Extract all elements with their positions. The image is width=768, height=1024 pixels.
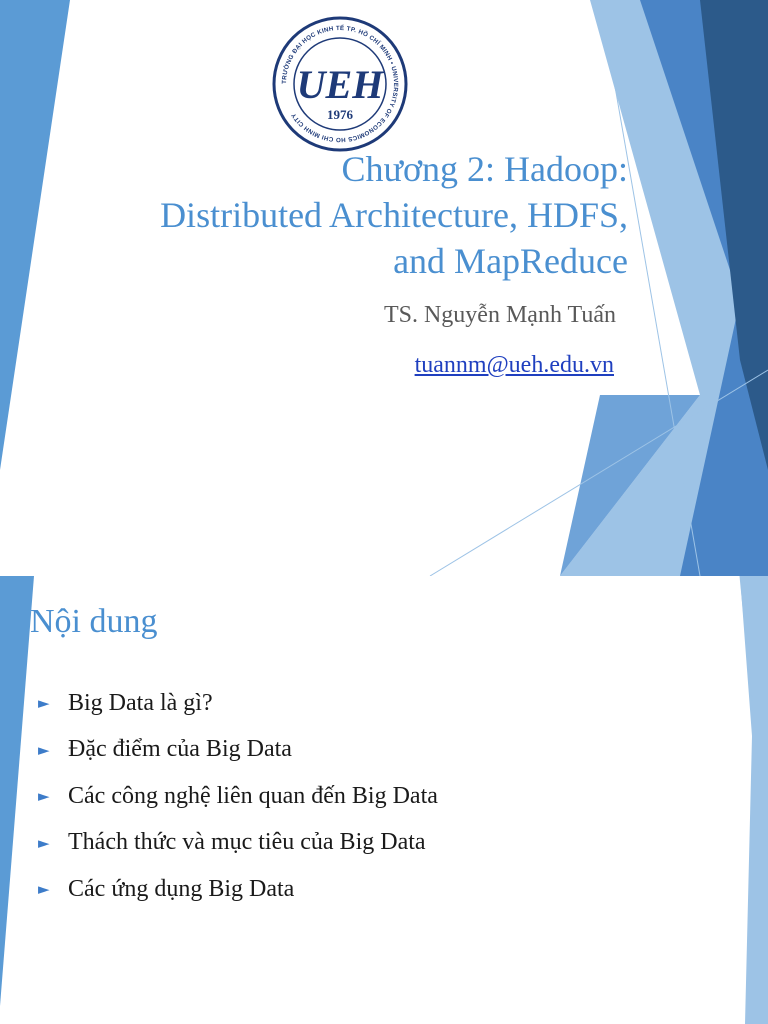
triangle-right-icon: ► xyxy=(38,694,50,713)
title-line-3: and MapReduce xyxy=(393,241,628,281)
logo-year: 1976 xyxy=(327,107,353,122)
title-line-2: Distributed Architecture, HDFS, xyxy=(160,195,628,235)
contents-list xyxy=(38,680,438,913)
list-item-label: Đặc điểm của Big Data xyxy=(68,736,292,763)
university-logo xyxy=(272,16,408,152)
triangle-right-icon: ► xyxy=(38,740,50,759)
list-item xyxy=(38,866,438,913)
contents-heading: Nội dung xyxy=(30,603,158,640)
list-item-label: Các ứng dụng Big Data xyxy=(68,875,295,902)
right-accent-shape-2 xyxy=(740,576,768,1024)
list-item-label: Các công nghệ liên quan đến Big Data xyxy=(68,782,438,809)
logo-ring-text: TRƯỜNG ĐẠI HỌC KINH TẾ TP. HỒ CHÍ MINH • UNIVERSITY OF ECONOMICS HO CHI MINH CITY xyxy=(280,24,400,144)
triangle-right-icon: ► xyxy=(38,880,50,899)
author-email-link[interactable]: tuannm@ueh.edu.vn xyxy=(414,352,614,378)
contents-slide xyxy=(0,576,768,1024)
logo-graphic xyxy=(272,16,408,152)
title-line-1: Chương 2: Hadoop: xyxy=(341,149,628,189)
triangle-right-icon: ► xyxy=(38,833,50,852)
author-name: TS. Nguyễn Mạnh Tuấn xyxy=(383,302,616,328)
list-item xyxy=(38,820,438,867)
logo-monogram: UEH xyxy=(296,62,384,107)
list-item-label: Big Data là gì? xyxy=(68,689,213,716)
triangle-right-icon: ► xyxy=(38,787,50,806)
list-item xyxy=(38,773,438,820)
list-item xyxy=(38,727,438,774)
slide-title xyxy=(28,146,628,284)
list-item xyxy=(38,680,438,727)
left-accent-shape-2 xyxy=(0,576,34,1006)
list-item-label: Thách thức và mục tiêu của Big Data xyxy=(68,829,426,856)
author-email-container xyxy=(114,350,614,380)
